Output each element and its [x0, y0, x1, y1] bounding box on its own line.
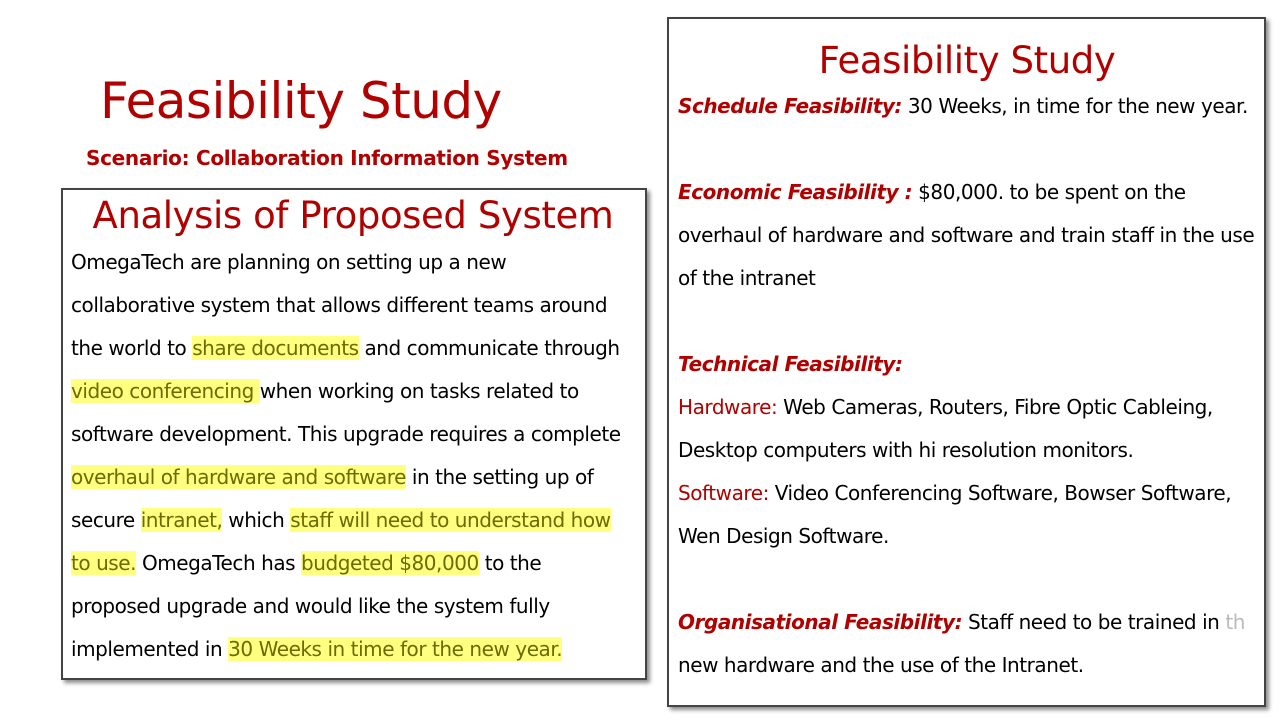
analysis-text: which	[222, 507, 291, 532]
highlighted-phrase: 30 Weeks in time for the new year.	[228, 636, 563, 661]
hardware-text: Web Cameras, Routers, Fibre Optic Cableing, Desktop computers with hi resolution monitors.	[678, 394, 1213, 462]
software-label: Software:	[678, 480, 769, 505]
highlighted-phrase: staff will need to understand how to use.	[71, 507, 611, 575]
analysis-text: and communicate through	[358, 335, 620, 360]
organisational-label: Organisational Feasibility:	[678, 609, 963, 634]
schedule-label: Schedule Feasibility:	[678, 93, 902, 118]
hardware-label: Hardware:	[678, 394, 778, 419]
analysis-text: OmegaTech has	[136, 550, 301, 575]
software-section	[678, 472, 1256, 558]
slide-title: Feasibility Study	[100, 72, 502, 130]
highlighted-phrase: share documents	[192, 335, 359, 360]
organisational-text: Staff need to be trained in	[962, 609, 1226, 634]
schedule-text: 30 Weeks, in time for the new year.	[901, 93, 1248, 118]
feasibility-body	[678, 85, 1256, 687]
feasibility-title: Feasibility Study	[818, 39, 1116, 82]
analysis-text: in the setting up of secure	[71, 464, 594, 532]
organisational-text-2: new hardware and the use of the Intranet.	[678, 652, 1084, 677]
hardware-section	[678, 386, 1256, 472]
technical-label: Technical Feasibility:	[678, 351, 903, 376]
economic-text: $80,000. to be spent on the overhaul of hardware and software and train staff in the use of the intranet	[678, 179, 1255, 290]
analysis-panel	[61, 188, 647, 680]
analysis-body	[71, 241, 635, 671]
slide-subtitle: Scenario: Collaboration Information System	[86, 146, 568, 170]
organisational-fade: th	[1225, 609, 1245, 634]
highlighted-phrase: overhaul of hardware and software	[71, 464, 406, 489]
highlighted-phrase: video conferencing	[71, 378, 260, 403]
highlighted-phrase: intranet,	[140, 507, 223, 532]
analysis-text: when working on tasks related to software development. This upgrade requires a complete	[71, 378, 621, 446]
feasibility-panel	[667, 17, 1266, 707]
software-text: Video Conferencing Software, Bowser Software, Wen Design Software.	[678, 480, 1232, 548]
highlighted-phrase: budgeted $80,000	[301, 550, 479, 575]
schedule-section	[678, 85, 1256, 128]
analysis-text: to the proposed upgrade and would like the system fully implemented in	[71, 550, 550, 661]
analysis-text: OmegaTech are planning on setting up a new collaborative system that allows different teams around the world to	[71, 249, 608, 360]
economic-section	[678, 171, 1256, 300]
organisational-section	[678, 601, 1256, 687]
economic-label: Economic Feasibility :	[678, 179, 913, 204]
analysis-title: Analysis of Proposed System	[92, 194, 614, 237]
